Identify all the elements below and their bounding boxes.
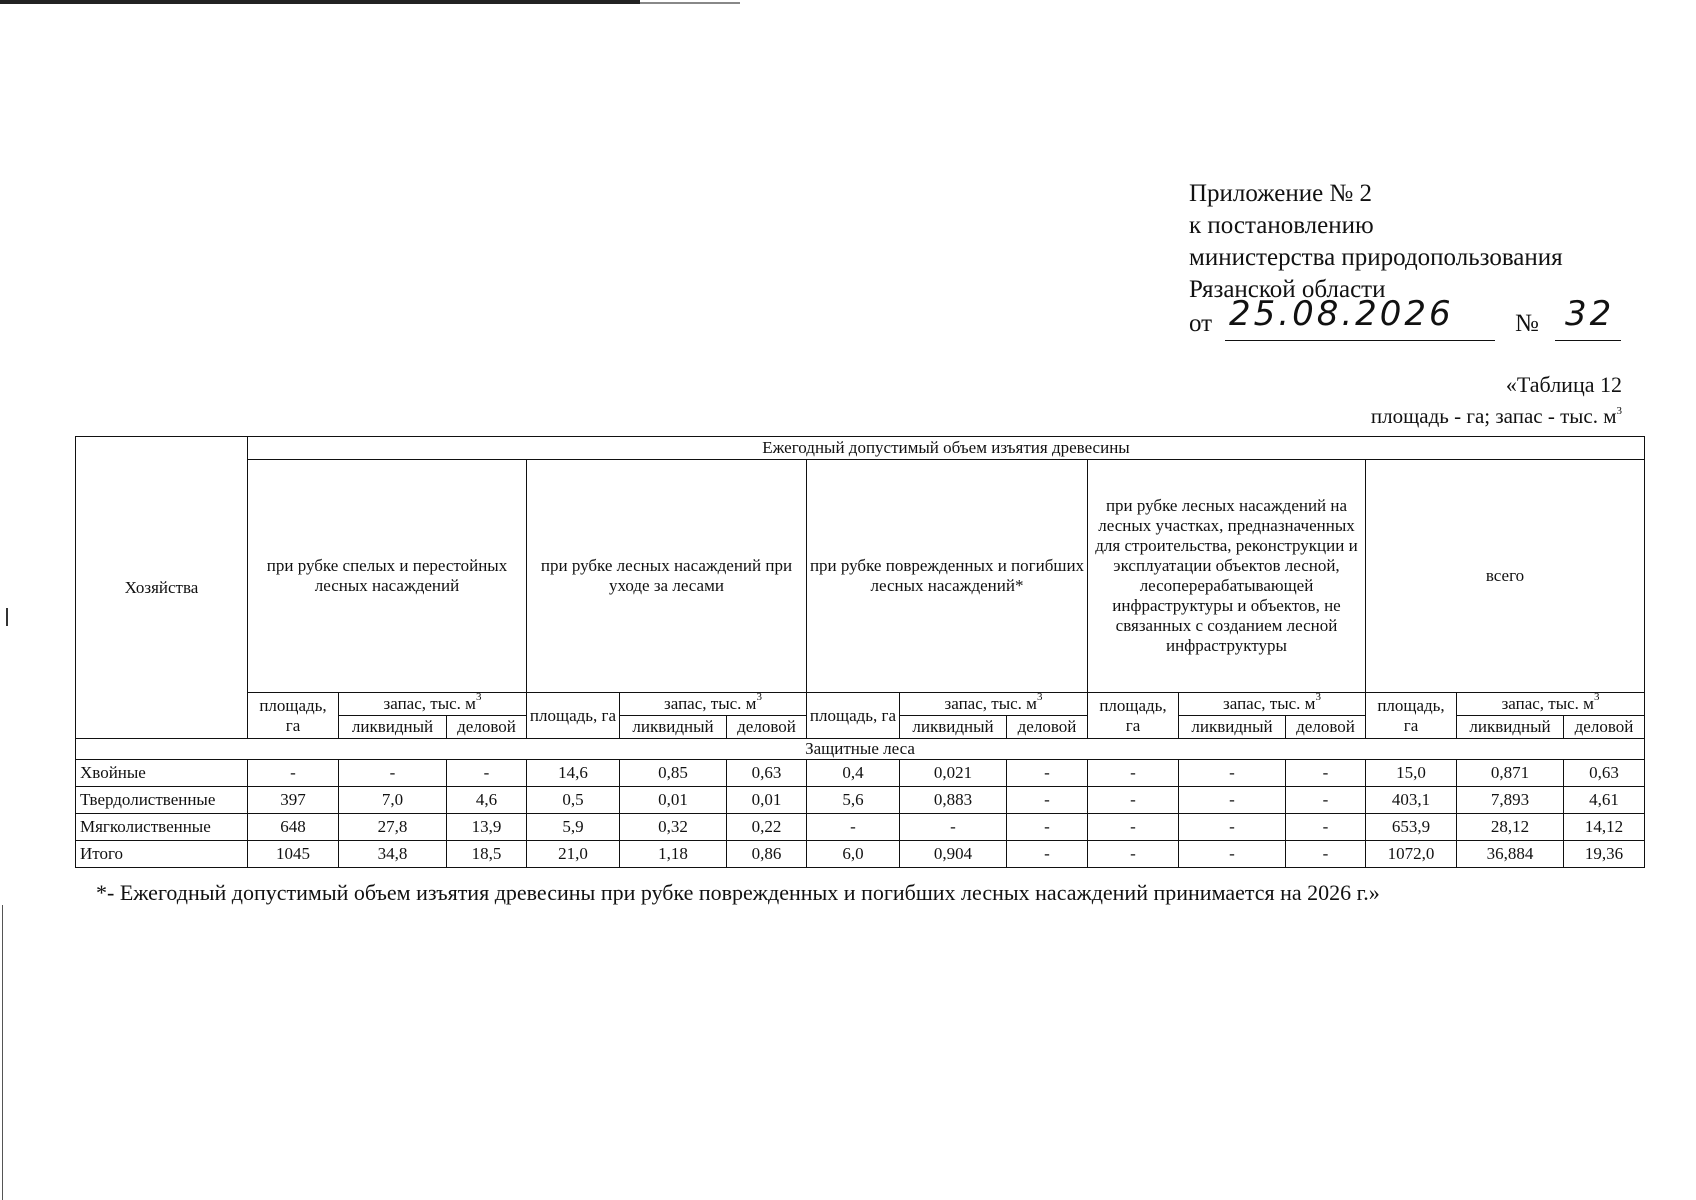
table-cell: 0,01 bbox=[620, 787, 727, 814]
subheader-liquid: ликвидный bbox=[339, 716, 447, 739]
table-cell: - bbox=[1179, 841, 1286, 868]
table-cell: 0,021 bbox=[900, 760, 1007, 787]
scan-artifact-top bbox=[0, 0, 640, 4]
handwritten-date: 25.08.2026 bbox=[1229, 294, 1454, 334]
table-cell: - bbox=[1088, 841, 1179, 868]
scan-artifact-top-thin bbox=[640, 2, 740, 4]
header-farms: Хозяйства bbox=[76, 437, 248, 739]
table-cell: - bbox=[807, 814, 900, 841]
subheader-liquid: ликвидный bbox=[1179, 716, 1286, 739]
table-cell: 5,9 bbox=[527, 814, 620, 841]
table-caption: «Таблица 12 bbox=[1505, 372, 1622, 397]
table-cell: 4,6 bbox=[447, 787, 527, 814]
table-row bbox=[76, 760, 1645, 787]
group-total: всего bbox=[1366, 460, 1645, 693]
subheader-stock: запас, тыс. $м^3$ bbox=[900, 693, 1088, 716]
table-cell: 6,0 bbox=[807, 841, 900, 868]
table-cell: - bbox=[248, 760, 339, 787]
table-cell: 5,6 bbox=[807, 787, 900, 814]
table-cell: - bbox=[1286, 760, 1366, 787]
subheader-liquid: ликвидный bbox=[620, 716, 727, 739]
table-cell: 403,1 bbox=[1366, 787, 1457, 814]
subheader-business: деловой bbox=[727, 716, 807, 739]
table-cell: 14,12 bbox=[1564, 814, 1645, 841]
table-cell: - bbox=[1179, 787, 1286, 814]
table-cell: 7,893 bbox=[1457, 787, 1564, 814]
table-cell: 397 bbox=[248, 787, 339, 814]
table-cell: 1045 bbox=[248, 841, 339, 868]
subheader-stock: запас, тыс. $м^3$ bbox=[1457, 693, 1645, 716]
table-cell: 14,6 bbox=[527, 760, 620, 787]
table-cell: 0,32 bbox=[620, 814, 727, 841]
table-cell: 0,86 bbox=[727, 841, 807, 868]
table-body bbox=[76, 760, 1645, 868]
subheader-stock: запас, тыс. $м^3$ bbox=[620, 693, 807, 716]
table-cell: 0,63 bbox=[727, 760, 807, 787]
decree-date-number bbox=[1189, 294, 1615, 344]
subheader-business: деловой bbox=[1007, 716, 1088, 739]
subheader-area: площадь, га bbox=[248, 693, 339, 739]
group-care: при рубке лесных насаждений при уходе за лесами bbox=[527, 460, 807, 693]
subheader-business: деловой bbox=[1564, 716, 1645, 739]
table-cell: - bbox=[1007, 787, 1088, 814]
table-row bbox=[76, 787, 1645, 814]
date-label: от bbox=[1189, 310, 1213, 337]
row-label: Хвойные bbox=[76, 760, 248, 787]
table-cell: - bbox=[1286, 814, 1366, 841]
units-note bbox=[1371, 404, 1622, 429]
table-cell: 0,5 bbox=[527, 787, 620, 814]
table-cell: 7,0 bbox=[339, 787, 447, 814]
footnote: *- Ежегодный допустимый объем изъятия древесины при рубке поврежденных и погибших лесных насаждений принимается на 2026 г.» bbox=[96, 880, 1380, 905]
table-cell: - bbox=[1179, 814, 1286, 841]
table-cell: 34,8 bbox=[339, 841, 447, 868]
table-cell: 21,0 bbox=[527, 841, 620, 868]
table-cell: 0,85 bbox=[620, 760, 727, 787]
subheader-liquid: ликвидный bbox=[1457, 716, 1564, 739]
wood-harvest-table bbox=[75, 436, 1645, 868]
table-cell: - bbox=[1088, 760, 1179, 787]
date-underline bbox=[1225, 340, 1495, 341]
subheader-area: площадь, га bbox=[1366, 693, 1457, 739]
units-text: площадь - га; запас - тыс. м bbox=[1370, 404, 1617, 428]
table-cell: 648 bbox=[248, 814, 339, 841]
subheader-business: деловой bbox=[447, 716, 527, 739]
table-cell: 0,01 bbox=[727, 787, 807, 814]
table-cell: 0,871 bbox=[1457, 760, 1564, 787]
table-cell: - bbox=[1007, 841, 1088, 868]
group-mature: при рубке спелых и перестойных лесных насаждений bbox=[248, 460, 527, 693]
subheader-area: площадь, га bbox=[807, 693, 900, 739]
header-annual-volume: Ежегодный допустимый объем изъятия древесины bbox=[248, 437, 1645, 460]
table-cell: - bbox=[1286, 841, 1366, 868]
subheader-area: площадь, га bbox=[1088, 693, 1179, 739]
appendix-line-3: министерства природопользования bbox=[1189, 244, 1563, 271]
table-row bbox=[76, 841, 1645, 868]
appendix-block bbox=[1189, 178, 1615, 344]
table-cell: 0,22 bbox=[727, 814, 807, 841]
row-label: Итого bbox=[76, 841, 248, 868]
units-sup: 3 bbox=[1616, 405, 1622, 417]
table-cell: - bbox=[1286, 787, 1366, 814]
row-label: Мягколиственные bbox=[76, 814, 248, 841]
table-cell: - bbox=[1007, 814, 1088, 841]
subheader-stock: запас, тыс. $м^3$ bbox=[1179, 693, 1366, 716]
table-cell: - bbox=[1179, 760, 1286, 787]
appendix-line-2: к постановлению bbox=[1189, 212, 1374, 239]
table-cell: - bbox=[1088, 814, 1179, 841]
table-cell: - bbox=[900, 814, 1007, 841]
table-cell: 1,18 bbox=[620, 841, 727, 868]
table-cell: 18,5 bbox=[447, 841, 527, 868]
number-label: № bbox=[1515, 310, 1539, 337]
table-cell: 0,883 bbox=[900, 787, 1007, 814]
row-label: Твердолиственные bbox=[76, 787, 248, 814]
table-cell: - bbox=[447, 760, 527, 787]
appendix-line-4: Рязанской области bbox=[1189, 276, 1386, 303]
table-cell: 0,904 bbox=[900, 841, 1007, 868]
table-cell: 0,4 bbox=[807, 760, 900, 787]
subheader-stock: запас, тыс. $м^3$ bbox=[339, 693, 527, 716]
scan-artifact-mark bbox=[6, 608, 8, 626]
table-cell: 15,0 bbox=[1366, 760, 1457, 787]
subheader-business: деловой bbox=[1286, 716, 1366, 739]
table-cell: 0,63 bbox=[1564, 760, 1645, 787]
table-cell: 28,12 bbox=[1457, 814, 1564, 841]
number-underline bbox=[1555, 340, 1621, 341]
table-row bbox=[76, 814, 1645, 841]
table-cell: - bbox=[1088, 787, 1179, 814]
table-cell: 4,61 bbox=[1564, 787, 1645, 814]
table-cell: 27,8 bbox=[339, 814, 447, 841]
section-protective-forests: Защитные леса bbox=[76, 739, 1645, 760]
table-cell: 653,9 bbox=[1366, 814, 1457, 841]
table-cell: 1072,0 bbox=[1366, 841, 1457, 868]
subheader-liquid: ликвидный bbox=[900, 716, 1007, 739]
scan-artifact-edge bbox=[2, 905, 3, 1200]
group-construction: при рубке лесных насаждений на лесных участках, предназначенных для строительства, реконструкции и эксплуатации объектов лесной, лесоперерабатывающей инфраструктуры и объектов, не связанных с созданием лесной инфраструктуры bbox=[1088, 460, 1366, 693]
handwritten-number: 32 bbox=[1565, 294, 1615, 334]
table-cell: - bbox=[1007, 760, 1088, 787]
table-cell: - bbox=[339, 760, 447, 787]
table-cell: 13,9 bbox=[447, 814, 527, 841]
table-cell: 36,884 bbox=[1457, 841, 1564, 868]
subheader-area: площадь, га bbox=[527, 693, 620, 739]
table-cell: 19,36 bbox=[1564, 841, 1645, 868]
group-damaged: при рубке поврежденных и погибших лесных насаждений* bbox=[807, 460, 1088, 693]
appendix-line-1: Приложение № 2 bbox=[1189, 180, 1373, 207]
